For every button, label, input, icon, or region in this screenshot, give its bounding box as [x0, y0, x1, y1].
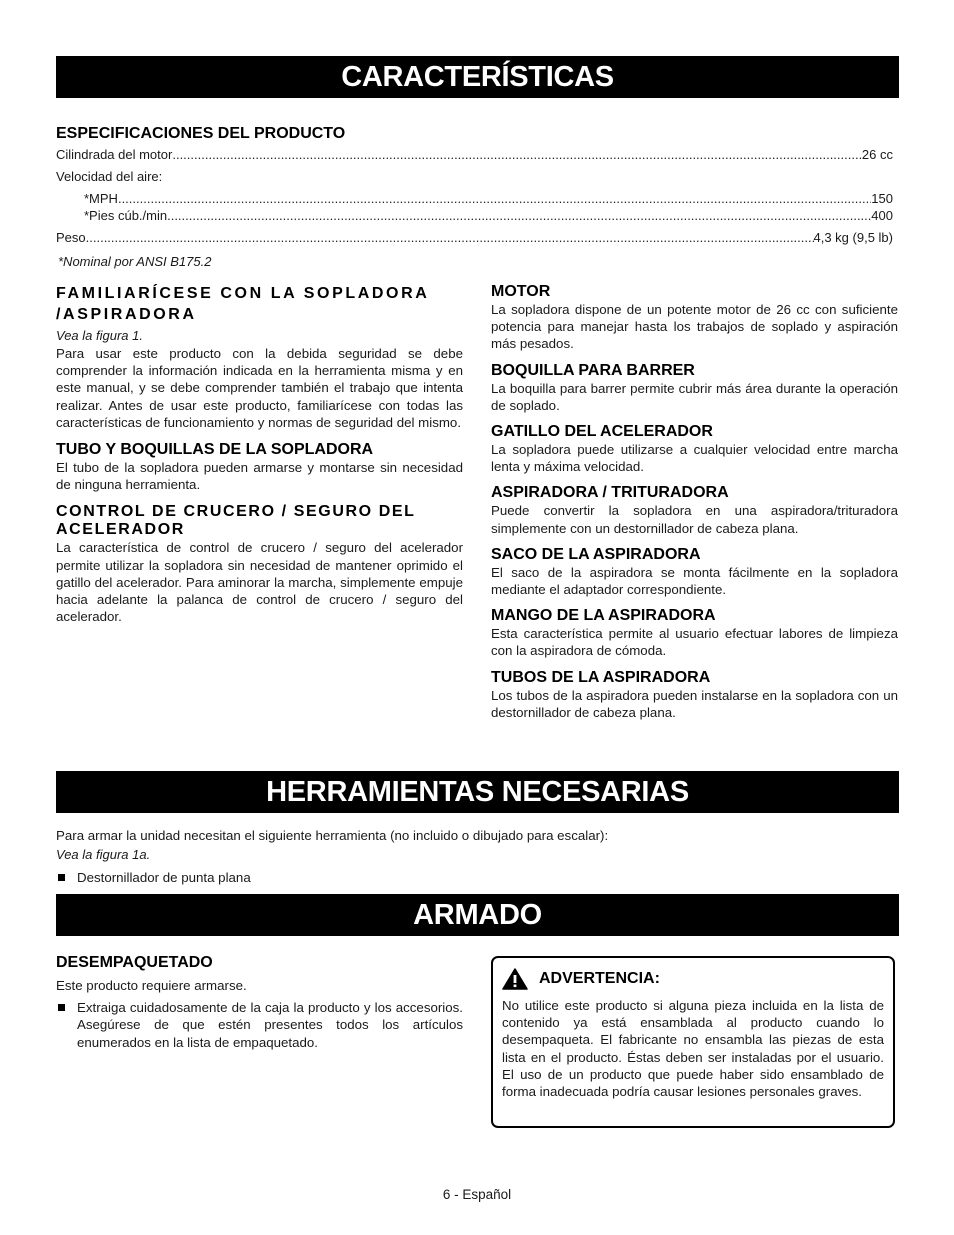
mango-heading: MANGO DE LA ASPIRADORA: [491, 607, 716, 625]
left-column: [56, 283, 463, 625]
warning-heading: ADVERTENCIA:: [539, 970, 660, 987]
motor-heading: MOTOR: [491, 283, 551, 300]
section-title-herramientas: HERRAMIENTAS NECESARIAS: [56, 771, 899, 813]
spec-value: 150: [871, 191, 893, 206]
desempaquetado-section: [56, 954, 463, 1051]
familiarice-figure-ref: Vea la figura 1.: [56, 328, 143, 343]
desempaquetado-text: Este producto requiere armarse.: [56, 978, 247, 993]
familiarice-heading: FAMILIARÍCESE CON LA SOPLADORA /ASPIRADORA: [56, 285, 429, 323]
saco-heading: SACO DE LA ASPIRADORA: [491, 545, 701, 563]
saco-text: El saco de la aspiradora se monta fácilmente en la sopladora mediante el adaptador correspondiente.: [491, 564, 898, 598]
control-heading: CONTROL DE CRUCERO / SEGURO DEL ACELERADOR: [56, 503, 416, 539]
spec-row-velocidad: [56, 169, 162, 185]
mango-text: Esta característica permite al usuario efectuar labores de limpieza con la aspiradora de cómoda.: [491, 626, 898, 659]
boquilla-heading: BOQUILLA PARA BARRER: [491, 361, 695, 379]
bullet-square-icon: [58, 874, 65, 881]
desempaquetado-list-item: [56, 999, 463, 1051]
herramientas-item-text: Destornillador de punta plana: [77, 870, 251, 885]
spec-label: Velocidad del aire:: [56, 169, 163, 184]
spec-row-cilindrada: [56, 147, 893, 163]
spec-label: *Pies cúb./min.: [84, 208, 171, 223]
spec-heading: ESPECIFICACIONES DEL PRODUCTO: [56, 125, 346, 142]
herramientas-list-item: [56, 869, 251, 886]
spec-value: 26 cc: [861, 147, 893, 162]
herramientas-figure-ref: Vea la figura 1a.: [56, 847, 151, 862]
aspiradora-heading: ASPIRADORA / TRITURADORA: [491, 484, 729, 502]
spec-value: 400: [871, 208, 893, 223]
gatillo-heading: GATILLO DEL ACELERADOR: [491, 423, 713, 441]
boquilla-text: La boquilla para barrer permite cubrir más área durante la operación de soplado.: [491, 380, 898, 413]
desempaquetado-bullet-text: Extraiga cuidadosamente de la caja la producto y los accesorios. Asegúrese de que estén presentes todos los artículos enumerados en la lista de empaquetado.: [77, 1000, 463, 1050]
section-title-armado: ARMADO: [56, 894, 899, 936]
warning-box: [491, 956, 895, 1128]
tubos-heading: TUBOS DE LA ASPIRADORA: [491, 668, 711, 686]
spec-label: Peso: [56, 230, 86, 245]
spec-label: *MPH: [84, 191, 118, 206]
warning-text: No utilice este producto si alguna pieza incluida en la lista de contenido ya está ensamblada al producto cuando lo desempaqueta. El fabricante no ensambla las piezas de esta lista en el producto. Éstas deben ser instaladas por el usuario. El uso de un producto que puede haber sido ensamblado de forma inadecuada podría causar lesiones personales graves.: [502, 998, 884, 1100]
tubo-heading: TUBO Y BOQUILLAS DE LA SOPLADORA: [56, 441, 374, 459]
section-title-caracteristicas: CARACTERÍSTICAS: [56, 56, 899, 98]
aspiradora-text: Puede convertir la sopladora en una aspiradora/trituradora simplemente con un destornillador de cabeza plana.: [491, 503, 898, 536]
herramientas-intro: Para armar la unidad necesitan el siguiente herramienta (no incluido o dibujado para escalar):: [56, 828, 609, 843]
warning-header: [502, 968, 884, 990]
familiarice-text: Para usar este producto con la debida seguridad se debe comprender la información indicada en la herramienta misma y en este manual, y se debe comprender también el trabajo que intenta realizar. Antes de usar este producto, familiarícese con todas las características de funcionamiento y normas de seguridad del mismo.: [56, 346, 463, 430]
tubos-text: Los tubos de la aspiradora pueden instalarse en la sopladora con un destornillador de cabeza plana.: [491, 687, 898, 720]
right-column: [491, 283, 898, 721]
motor-text: La sopladora dispone de un potente motor de 26 cc con suficiente potencia para manejar hasta los trabajos de soplado y aspiración más pesados.: [491, 302, 898, 352]
page-footer: 6 - Español: [442, 1187, 512, 1202]
spec-row-pies: [84, 208, 893, 224]
tubo-text: El tubo de la sopladora pueden armarse y montarse sin necesidad de ninguna herramienta.: [56, 460, 463, 493]
warning-triangle-icon: [502, 968, 528, 990]
spec-value: 4,3 kg (9,5 lb): [813, 230, 893, 245]
spec-row-mph: [84, 191, 893, 207]
bullet-square-icon: [58, 1004, 65, 1011]
nominal-note: *Nominal por ANSI B175.2: [58, 254, 212, 269]
gatillo-text: La sopladora puede utilizarse a cualquier velocidad entre marcha lenta y máxima velocidad.: [491, 442, 898, 475]
spec-row-peso: [56, 230, 893, 246]
control-text: La característica de control de crucero / seguro del acelerador permite utilizar la sopladora sin necesidad de mantener oprimido el gatillo del acelerador. Para aminorar la marcha, simplemente empuje hacia adelante la palanca de control de crucero / seguro del acelerador.: [56, 540, 463, 625]
desempaquetado-heading: DESEMPAQUETADO: [56, 954, 213, 971]
spec-label: Cilindrada del motor: [56, 147, 173, 162]
